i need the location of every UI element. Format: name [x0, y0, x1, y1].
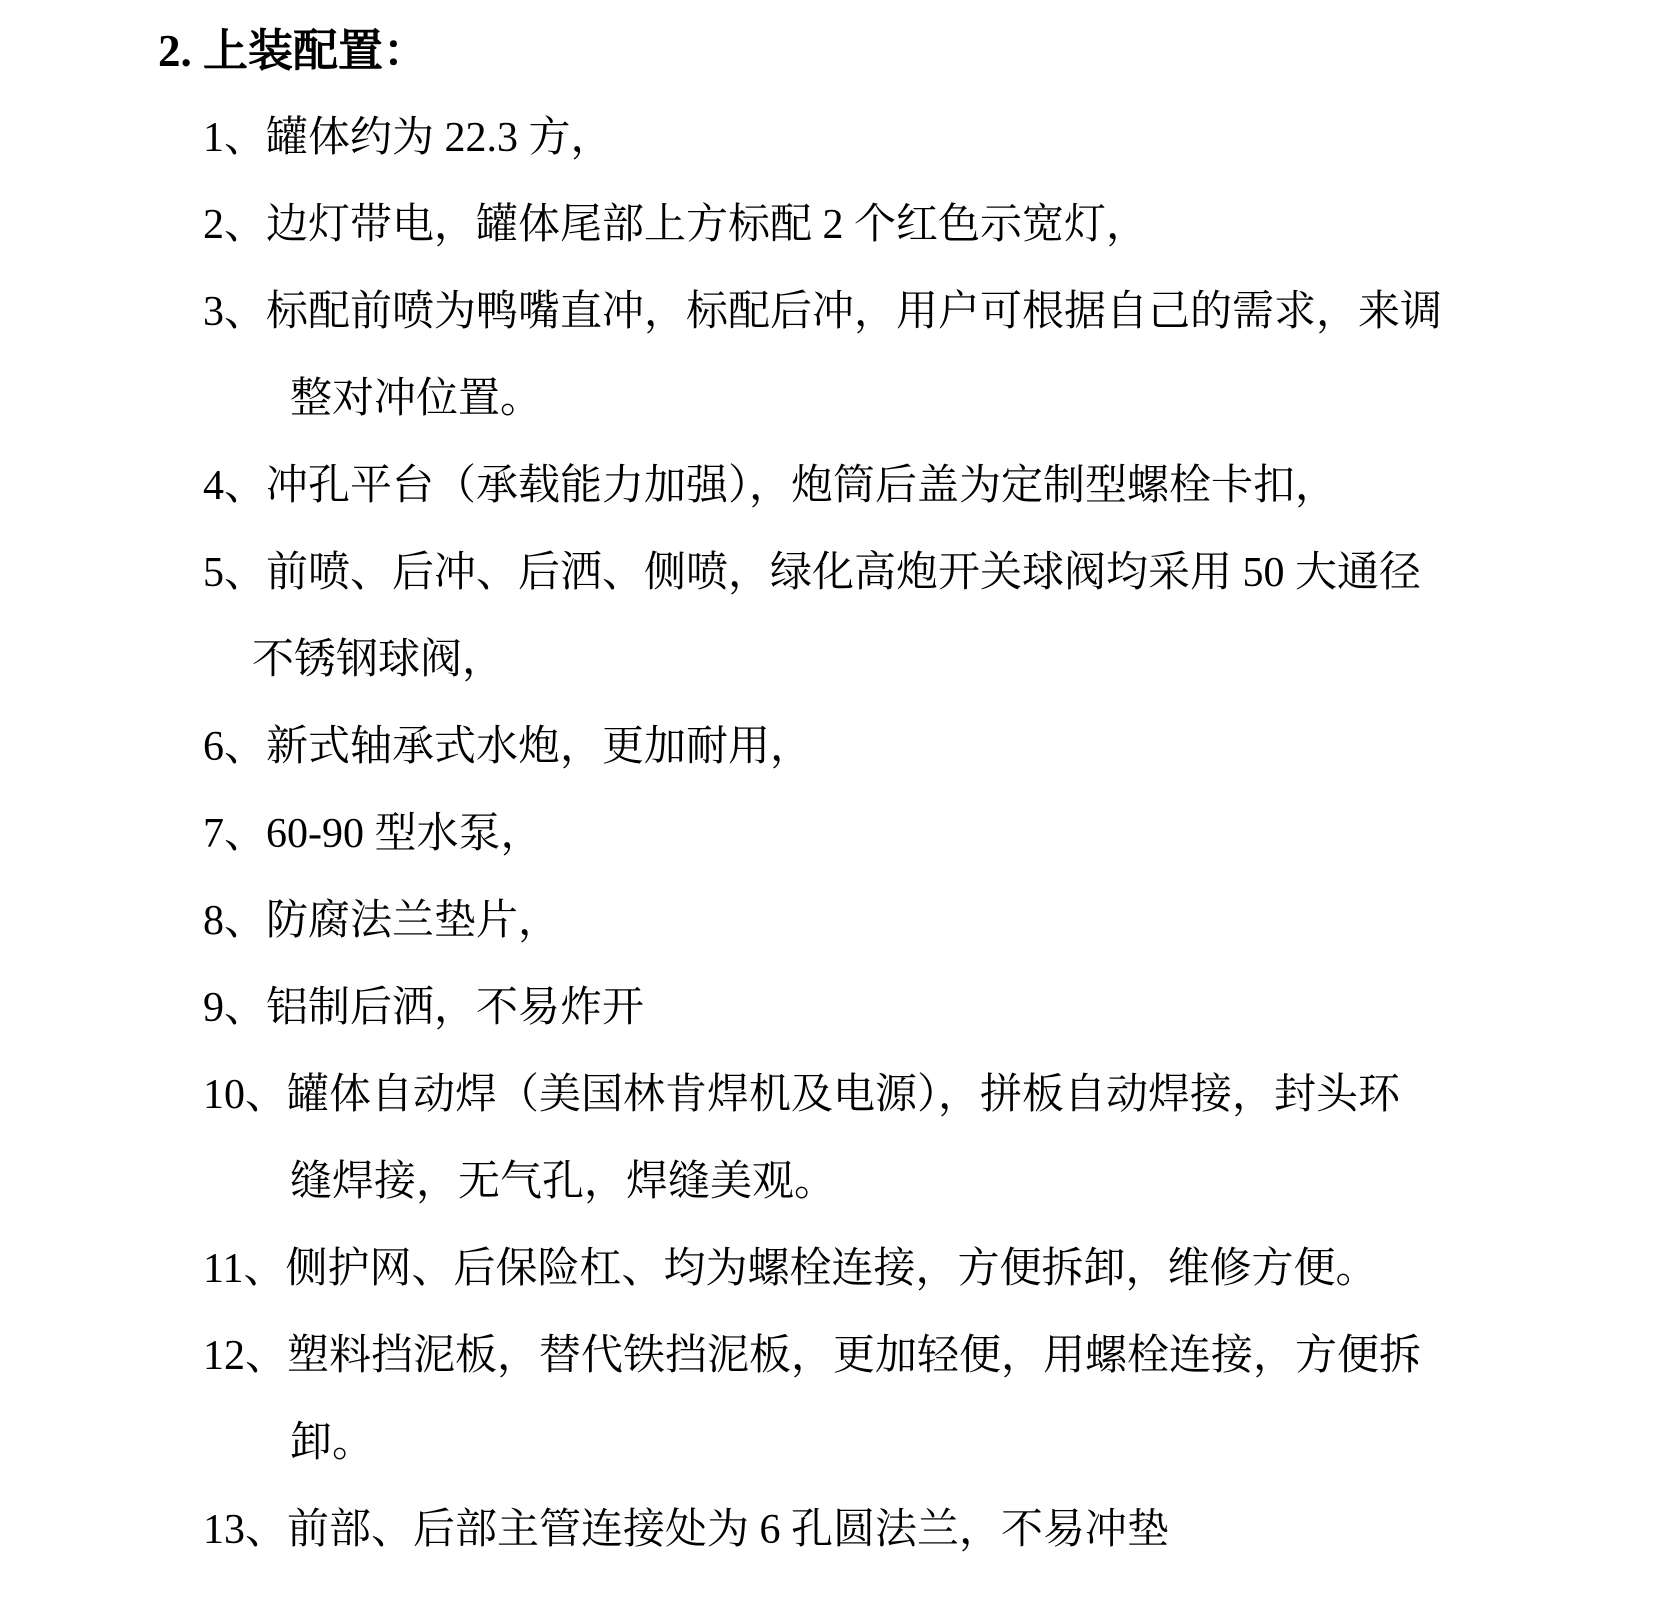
list-item-2: 2、边灯带电，罐体尾部上方标配 2 个红色示宽灯， [203, 202, 1149, 248]
list-item-5: 5、前喷、后冲、后洒、侧喷，绿化高炮开关球阀均采用 50 大通径 [203, 550, 1422, 596]
list-item-10: 10、罐体自动焊（美国林肯焊机及电源），拼板自动焊接，封头环 [203, 1072, 1401, 1118]
list-item-6: 6、新式轴承式水炮，更加耐用， [203, 724, 813, 770]
list-item-11: 11、侧护网、后保险杠、均为螺栓连接，方便拆卸，维修方便。 [203, 1246, 1378, 1292]
config-list [0, 95, 1654, 1574]
list-item-9: 9、铝制后洒，不易炸开 [203, 985, 645, 1031]
list-item-8: 8、防腐法兰垫片， [203, 898, 561, 944]
section-heading: 2. 上装配置： [158, 26, 429, 76]
list-item-4: 4、冲孔平台（承载能力加强），炮筒后盖为定制型螺栓卡扣， [203, 463, 1338, 509]
list-item-12: 12、塑料挡泥板，替代铁挡泥板，更加轻便，用螺栓连接，方便拆 [203, 1333, 1422, 1379]
list-item-3: 3、标配前喷为鸭嘴直冲，标配后冲，用户可根据自己的需求，来调 [203, 289, 1443, 335]
list-item-5-cont: 不锈钢球阀， [252, 637, 505, 683]
list-item-13: 13、前部、后部主管连接处为 6 孔圆法兰，不易冲垫 [203, 1507, 1170, 1553]
list-item-12-cont: 卸。 [290, 1420, 375, 1466]
list-item-7: 7、60-90 型水泵， [203, 811, 543, 857]
list-item-1: 1、罐体约为 22.3 方， [203, 115, 613, 161]
list-item-10-cont: 缝焊接，无气孔，焊缝美观。 [290, 1159, 837, 1205]
list-item-3-cont: 整对冲位置。 [290, 376, 543, 422]
